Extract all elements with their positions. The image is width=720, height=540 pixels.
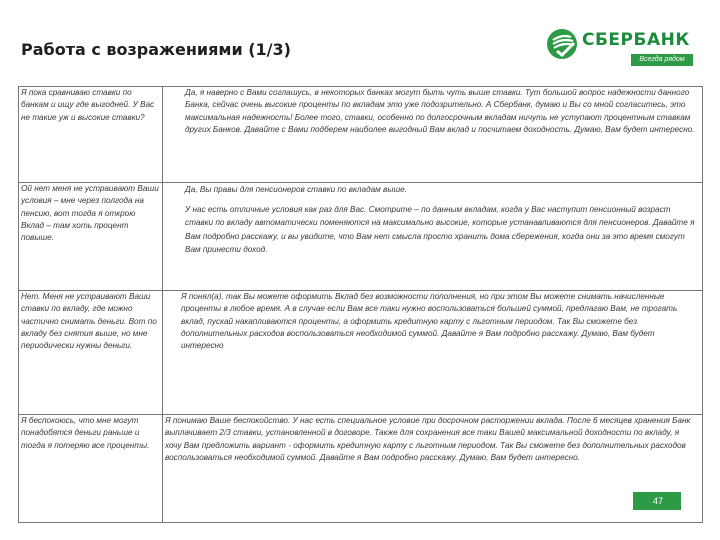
logo-slogan-box — [631, 54, 693, 66]
answer-paragraph: Я понимаю Ваше беспокойство. У нас есть специальное условие при досрочном расторжении вклада. После 6 месяцев хранения Банк выплачивает 2/3 ставки, установленной в договоре. Также для сохранения все таки Вашей максимальной доходности по вкладу, я хочу Вам предложить вариант - оформить кредитную карту с льготным периодом. Так Вы сможете без дополнительных расходов воспользоваться необходимой суммой. Давайте я Вам подробно расскажу. Думаю, Вам будет интересно. — [165, 416, 691, 462]
answer-cell — [163, 415, 703, 523]
table-row — [19, 87, 703, 183]
table-row — [19, 183, 703, 291]
table-row — [19, 291, 703, 415]
objection-cell: Я беспокоюсь, что мне могут понадобятся деньги раньше и тогда я потеряю все проценты. — [19, 415, 163, 523]
answer-cell — [163, 291, 703, 415]
page-number-badge: 47 — [633, 492, 681, 510]
objections-table — [18, 86, 703, 523]
answer-cell — [163, 87, 703, 183]
objection-cell: Нет. Меня не устраивают Ваши ставки по вкладу, где можно частично снимать деньги. Вот по вкладу без снятия выше, но мне периодически нужны деньги. — [19, 291, 163, 415]
sberbank-logo-icon — [545, 27, 579, 61]
logo-brand-text: СБЕРБАНК — [582, 30, 690, 50]
answer-cell — [163, 183, 703, 291]
slide-header — [0, 0, 720, 86]
answer-paragraph: У нас есть отличные условия как раз для Вас. Смотрите – по данным вкладам, когда у Вас наступит пенсионный возраст ставки по вкладу автоматически поменяются на максимально высокие, которые устанавливаются для пенсионеров. Давайте я Вам подробно расскажу, и вы увидите, что Вам нет смысла просто хранить дома сбережения, когда они за это время смогут Вам принести доход. — [185, 204, 695, 255]
table-row — [19, 415, 703, 523]
answer-paragraph: Я понял(а), так Вы можете оформить Вклад без возможности пополнения, но при этом Вы можете снимать начисленные проценты в любое время. А в случае если Вам все таки нужно воспользоваться большей суммой, предлагаю Вам, не трогать вклад, пускай накапливаются проценты, а оформить кредитную карту с льготным периодом. Так Вы сможете без дополнительных расходов воспользоваться необходимой суммой. Давайте я Вам подробно расскажу. Думаю, Вам будет интересно — [181, 292, 678, 351]
page-title: Работа с возражениями (1/3) — [21, 40, 291, 59]
answer-paragraph: Да, я наверно с Вами соглашусь, в некоторых банках могут быть чуть выше ставки. Тут большой вопрос надежности данного Банка, сейчас очень высокие проценты по вкладам это уже подозрительно. А Сбербанк, думаю и Вы со мной согласитесь, это максимальная надежность! Более того, ставки, особенно по долгосрочным вкладам ничуть не уступают процентным ставкам других Банков. Давайте с Вами подберем наиболее выгодный Вам вклад и посчитаем доходность. Думаю, Вам будет интересно. — [185, 88, 695, 134]
objections-table-container — [18, 86, 703, 526]
sberbank-logo — [545, 27, 705, 71]
objection-cell: Я пока сравниваю ставки по банкам и ищу где выгодней. У Вас не такие уж и высокие ставки? — [19, 87, 163, 183]
logo-slogan: Всегда рядом — [639, 56, 685, 63]
answer-paragraph: Да, Вы правы для пенсионеров ставки по вкладам выше. — [185, 185, 407, 194]
objection-cell: Ой нет меня не устраивают Ваши условия – мне через полгода на пенсию, вот тогда я открою Вклад – там хоть процент повыше. — [19, 183, 163, 291]
